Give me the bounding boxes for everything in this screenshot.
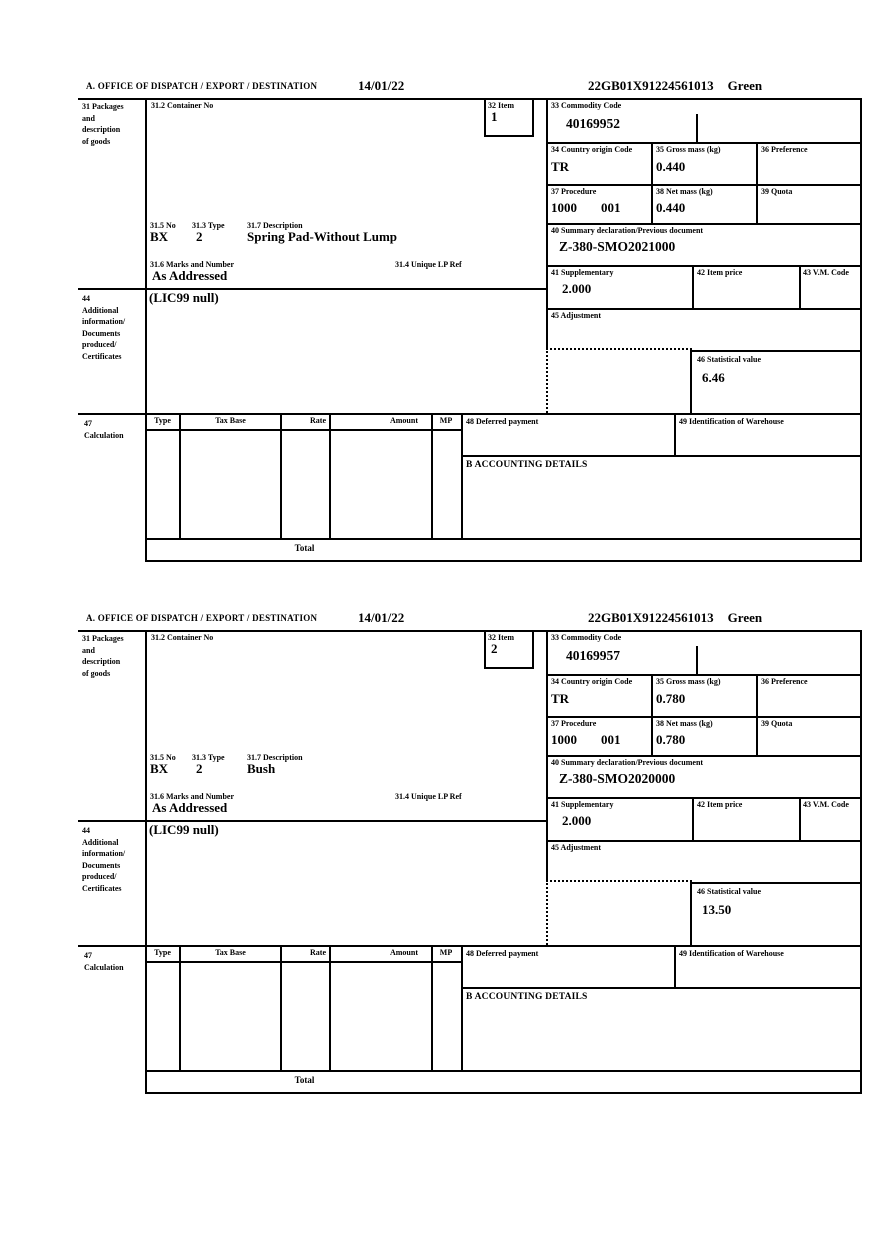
value-marks: As Addressed	[152, 800, 228, 815]
value-item-number: 2	[491, 641, 498, 656]
grid-line	[484, 630, 486, 669]
office-of-dispatch-header: A. OFFICE OF DISPATCH / EXPORT / DESTINATION	[86, 613, 318, 623]
value-previous-document: Z-380-SMO2020000	[559, 771, 676, 786]
value-country-origin: TR	[551, 691, 570, 706]
label-45-adjustment: 45 Adjustment	[551, 843, 602, 852]
col-header-mp: MP	[439, 416, 453, 425]
grid-line	[145, 630, 147, 1094]
label-31-7-description: 31.7 Description	[247, 753, 303, 762]
label-40-previous-document: 40 Summary declaration/Previous document	[551, 226, 704, 235]
value-net-mass: 0.440	[656, 200, 686, 215]
label-44-additional-information: 44 Additional information/ Documents produced/ Certificates	[82, 826, 126, 893]
label-48-deferred-payment: 48 Deferred payment	[466, 949, 539, 958]
grid-line	[179, 413, 181, 538]
value-gross-mass: 0.780	[656, 691, 686, 706]
value-commodity-code: 40169957	[566, 648, 620, 663]
office-of-dispatch-header: A. OFFICE OF DISPATCH / EXPORT / DESTINATION	[86, 81, 318, 91]
dotted-line	[546, 880, 692, 882]
grid-line	[532, 98, 534, 137]
declaration-date: 14/01/22	[358, 78, 405, 93]
grid-line	[690, 350, 862, 352]
value-gross-mass: 0.440	[656, 159, 686, 174]
label-39-quota: 39 Quota	[761, 719, 793, 728]
grid-line	[145, 98, 147, 562]
grid-line	[799, 265, 801, 310]
mrn: 22GB01X91224561013	[588, 610, 714, 625]
value-supplementary: 2.000	[562, 281, 592, 296]
col-header-rate: Rate	[310, 948, 326, 957]
accounting-details-header: B ACCOUNTING DETAILS	[466, 992, 588, 1002]
routing-status: Green	[727, 610, 763, 625]
grid-line	[78, 98, 862, 100]
label-32-item: 32 Item	[488, 101, 514, 110]
mrn-and-routing	[588, 78, 762, 94]
label-42-item-price: 42 Item price	[697, 800, 743, 809]
label-32-item: 32 Item	[488, 633, 514, 642]
declaration-date: 14/01/22	[358, 610, 405, 625]
value-previous-document: Z-380-SMO2021000	[559, 239, 676, 254]
label-43-vm-code: 43 V.M. Code	[803, 800, 849, 809]
col-header-amount: Amount	[389, 416, 418, 425]
grid-line	[546, 223, 862, 225]
accounting-details-header: B ACCOUNTING DETAILS	[466, 460, 588, 470]
grid-line	[329, 945, 331, 1070]
grid-line	[146, 560, 862, 562]
value-marks: As Addressed	[152, 268, 228, 283]
grid-line	[696, 114, 698, 142]
grid-line	[690, 882, 862, 884]
grid-line	[431, 413, 433, 538]
label-41-supplementary: 41 Supplementary	[551, 268, 614, 277]
col-header-type: Type	[154, 948, 171, 957]
col-header-tax-base: Tax Base	[215, 416, 246, 425]
grid-line	[860, 98, 862, 562]
grid-line	[674, 413, 676, 457]
grid-line	[78, 413, 862, 415]
label-container-no: 31.2 Container No	[151, 101, 214, 110]
value-package-no: BX	[150, 761, 169, 776]
grid-line	[532, 630, 534, 669]
grid-line	[674, 945, 676, 989]
grid-line	[799, 797, 801, 842]
grid-line	[484, 667, 534, 669]
grid-line	[78, 945, 862, 947]
value-additional-information: (LIC99 null)	[149, 822, 219, 837]
grid-line	[146, 1070, 862, 1072]
grid-line	[696, 646, 698, 674]
grid-line	[546, 142, 862, 144]
label-47-calculation: 47 Calculation	[84, 951, 124, 972]
label-33-commodity-code: 33 Commodity Code	[551, 101, 622, 110]
label-44-additional-information: 44 Additional information/ Documents produced/ Certificates	[82, 294, 126, 361]
label-36-preference: 36 Preference	[761, 677, 808, 686]
value-item-number: 1	[491, 109, 498, 124]
label-31-6-marks: 31.6 Marks and Number	[150, 260, 235, 269]
grid-line	[280, 945, 282, 1070]
grid-line	[146, 1092, 862, 1094]
grid-line	[690, 882, 692, 945]
grid-line	[546, 755, 862, 757]
label-40-previous-document: 40 Summary declaration/Previous document	[551, 758, 704, 767]
label-31-6-marks: 31.6 Marks and Number	[150, 792, 235, 801]
grid-line	[461, 455, 862, 457]
label-31-packages: 31 Packages and description of goods	[82, 102, 124, 146]
label-43-vm-code: 43 V.M. Code	[803, 268, 849, 277]
value-package-type: 2	[196, 761, 203, 776]
label-31-3-type: 31.3 Type	[192, 221, 225, 230]
grid-line	[484, 98, 486, 137]
grid-line	[692, 265, 694, 310]
dotted-line	[546, 348, 692, 350]
label-31-5-no: 31.5 No	[150, 221, 176, 230]
value-net-mass: 0.780	[656, 732, 686, 747]
label-31-4-unique-lp-ref: 31.4 Unique LP Ref	[395, 792, 462, 801]
grid-line	[461, 945, 463, 1070]
grid-line	[546, 840, 862, 842]
value-country-origin: TR	[551, 159, 570, 174]
value-procedure: 1000 001	[551, 732, 621, 747]
grid-line	[146, 961, 463, 963]
grid-line	[78, 630, 862, 632]
label-38-net-mass: 38 Net mass (kg)	[656, 187, 713, 196]
col-header-amount: Amount	[389, 948, 418, 957]
grid-line	[461, 413, 463, 538]
label-35-gross-mass: 35 Gross mass (kg)	[656, 145, 721, 154]
label-46-statistical-value: 46 Statistical value	[697, 355, 761, 364]
value-package-no: BX	[150, 229, 169, 244]
grid-line	[546, 308, 862, 310]
label-45-adjustment: 45 Adjustment	[551, 311, 602, 320]
mrn-and-routing	[588, 610, 762, 626]
label-49-warehouse: 49 Identification of Warehouse	[679, 417, 784, 426]
grid-line	[546, 797, 862, 799]
label-31-4-unique-lp-ref: 31.4 Unique LP Ref	[395, 260, 462, 269]
label-31-3-type: 31.3 Type	[192, 753, 225, 762]
label-34-country-origin: 34 Country origin Code	[551, 677, 633, 686]
grid-line	[146, 429, 463, 431]
value-statistical-value: 13.50	[702, 902, 732, 917]
dotted-line	[546, 880, 548, 945]
label-35-gross-mass: 35 Gross mass (kg)	[656, 677, 721, 686]
value-goods-description: Spring Pad-Without Lump	[247, 229, 398, 244]
label-38-net-mass: 38 Net mass (kg)	[656, 719, 713, 728]
grid-line	[431, 945, 433, 1070]
label-31-packages: 31 Packages and description of goods	[82, 634, 124, 678]
label-49-warehouse: 49 Identification of Warehouse	[679, 949, 784, 958]
declaration-item-section-1	[0, 74, 882, 574]
label-37-procedure: 37 Procedure	[551, 187, 597, 196]
declaration-item-section-2	[0, 606, 882, 1106]
label-36-preference: 36 Preference	[761, 145, 808, 154]
grid-line	[546, 265, 862, 267]
mrn: 22GB01X91224561013	[588, 78, 714, 93]
grid-line	[280, 413, 282, 538]
label-48-deferred-payment: 48 Deferred payment	[466, 417, 539, 426]
routing-status: Green	[727, 78, 763, 93]
label-42-item-price: 42 Item price	[697, 268, 743, 277]
grid-line	[179, 945, 181, 1070]
grid-line	[546, 674, 862, 676]
col-header-mp: MP	[439, 948, 453, 957]
label-47-calculation: 47 Calculation	[84, 419, 124, 440]
label-container-no: 31.2 Container No	[151, 633, 214, 642]
value-supplementary: 2.000	[562, 813, 592, 828]
label-46-statistical-value: 46 Statistical value	[697, 887, 761, 896]
col-header-rate: Rate	[310, 416, 326, 425]
dotted-line	[546, 348, 548, 413]
total-label: Total	[294, 543, 315, 553]
grid-line	[546, 716, 862, 718]
value-additional-information: (LIC99 null)	[149, 290, 219, 305]
label-37-procedure: 37 Procedure	[551, 719, 597, 728]
grid-line	[461, 987, 862, 989]
grid-line	[146, 538, 862, 540]
col-header-type: Type	[154, 416, 171, 425]
value-statistical-value: 6.46	[702, 370, 725, 385]
label-33-commodity-code: 33 Commodity Code	[551, 633, 622, 642]
label-31-5-no: 31.5 No	[150, 753, 176, 762]
value-commodity-code: 40169952	[566, 116, 620, 131]
grid-line	[860, 630, 862, 1094]
total-label: Total	[294, 1075, 315, 1085]
grid-line	[546, 184, 862, 186]
grid-line	[690, 350, 692, 413]
value-goods-description: Bush	[247, 761, 276, 776]
value-package-type: 2	[196, 229, 203, 244]
grid-line	[692, 797, 694, 842]
col-header-tax-base: Tax Base	[215, 948, 246, 957]
label-39-quota: 39 Quota	[761, 187, 793, 196]
label-34-country-origin: 34 Country origin Code	[551, 145, 633, 154]
value-procedure: 1000 001	[551, 200, 621, 215]
label-41-supplementary: 41 Supplementary	[551, 800, 614, 809]
grid-line	[484, 135, 534, 137]
label-31-7-description: 31.7 Description	[247, 221, 303, 230]
grid-line	[329, 413, 331, 538]
